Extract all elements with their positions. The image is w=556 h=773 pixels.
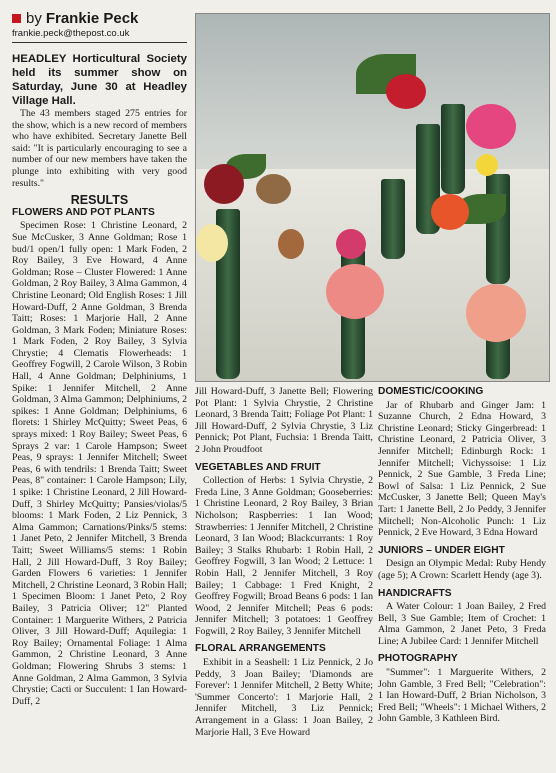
flower-show-photo: [195, 13, 550, 382]
veg-heading: VEGETABLES AND FRUIT: [195, 461, 321, 473]
author-email[interactable]: frankie.peck@thepost.co.uk: [12, 28, 130, 39]
column-1: [12, 52, 187, 707]
domestic-results: Jar of Rhubarb and Ginger Jam: 1 Suzanne Church, 2 Edna Howard, 3 Christine Leonard; Sticky Gingerbread: 1 Christine Leonard, 2 Patricia Oliver, 3 Jennifer Mitchell; Edinburgh Rock: 1 Jennifer Mitchell; Vichyssoise: 1 Liz Pennick, 2 Sue Gamble, 3 Freda Line; Bowl of Salsa: 1 Liz Pennick, 2 Sue McCusker, 3 Janette Bell; Queen May's Tart: 1 Janette Bell, 2 Jo Peddy, 3 Jennifer Mitchell; Non-Alcoholic Punch: 1 Liz Pennick, 2 Eve Howard, 3 Edna Howard: [378, 399, 546, 539]
byline-divider: [12, 42, 187, 43]
author-name: Frankie Peck: [45, 10, 139, 27]
photography-results: "Summer": 1 Marguerite Withers, 2 John Gamble, 3 Fred Bell; "Celebration": 1 Ian Howard-Duff, 2 Brian Nicholson, 3 Fred Bell; "Wheels": 1 Michael Withers, 2 John Gamble, 3 Kathleen Bird.: [378, 667, 546, 725]
handicrafts-results: A Water Colour: 1 Joan Bailey, 2 Fred Bell, 3 Sue Gamble; Item of Crochet: 1 Alma Gammon, 2 Janet Peto, 3 Freda Line; A Jubilee Card: 1 Jennifer Mitchell: [378, 601, 546, 647]
vase-icon: [381, 179, 405, 259]
terracotta-pot-icon: [278, 229, 304, 259]
vase-icon: [441, 104, 465, 194]
pot-plant-icon: [256, 174, 291, 204]
results-heading: RESULTS: [70, 193, 129, 208]
orange-rose-icon: [431, 194, 469, 230]
column-2: [195, 386, 373, 738]
flowers-results-continued: Jill Howard-Duff, 3 Janette Bell; Flowering Pot Plant: 1 Sylvia Chrystie, 2 Christine Leonard, 3 Brenda Taitt; Foliage Pot Plant: 1 Jill Howard-Duff, 2 Sylvia Chrystie, 3 Liz Pennick; Pot Plant, Fuchsia: 1 Brenda Taitt, 2 John Proudfoot: [195, 386, 373, 455]
vase-icon: [486, 174, 510, 284]
yellow-rose-icon: [196, 224, 228, 262]
flowers-heading: FLOWERS AND POT PLANTS: [12, 206, 155, 218]
juniors-heading: JUNIORS – UNDER EIGHT: [378, 544, 505, 556]
pink-rose-icon: [336, 229, 366, 259]
pink-rose-icon: [326, 264, 384, 319]
red-rose-icon: [204, 164, 244, 204]
juniors-results: Design an Olympic Medal: Ruby Hendy (age 5); A Crown: Scarlett Hendy (age 3).: [378, 558, 546, 581]
headline-lead: HEADLEY Horticultural Society held its summer show on Saturday, June 30 at Headley Village Hall.: [12, 53, 187, 107]
byline: [12, 10, 187, 39]
floral-heading: FLORAL ARRANGEMENTS: [195, 643, 326, 655]
yellow-rose-icon: [476, 154, 498, 176]
domestic-heading: DOMESTIC/COOKING: [378, 386, 484, 397]
handicrafts-heading: HANDICRAFTS: [378, 587, 452, 599]
by-label: by: [26, 10, 42, 27]
intro-paragraph: The 43 members staged 275 entries for the show, which is a new record of members who have exhibited. Secretary Janette Bell said: "It is particularly encouraging to see a number of our new members have taken the plunge into exhibiting with very good results.": [12, 108, 187, 189]
flowers-results: Specimen Rose: 1 Christine Leonard, 2 Sue McCusker, 3 Anne Goldman; Rose 1 bud/1 open/1 fully open: 1 Mark Foden, 2 Roy Bailey, 3 Eve Howard, 4 Anne Goldman; Rose – Cluster Flowered: 1 Anne Goldman, 2 Roy Bailey, 3 Alma Gammon, 4 Christine Leonard; Old English Roses: 1 Jill Howard-Duff, 2 Anne Goldman, 3 Brenda Taitt; Roses: 1 Marjorie Hall, 2 Anne Goldman, 3 Mark Foden; Miniature Roses: 1 Mark Foden, 2 Roy Bailey, 3 Sylvia Chrystie; 4 Clematis Flowerheads: 1 Geoffrey Fogwill, 2 Carole Wilson, 3 Robin Hall, 4 Anne Goldman; Delphiniums, 1 Spike: 1 Jennifer Mitchell, 2 Anne Goldman, 3 Alma Gammon; Delphiniums, 2 spikes: 1 Anne Goldman; Delphiniums, 6 florets: 1 Shirley McQuitty; Sweet Peas, 6 sprays mixed: 1 Roy Bailey; Sweet Peas, 6 Sprays 2 var: 1 Carole Hampson; Sweet Peas, 9 sprays: 1 Jennifer Mitchell; Sweet Peas, 6 with tendrils: 1 Brenda Taitt; Sweet Peas, 8" container: 1 Carole Hampson; Lily, 1 spike: 1 Christine Leonard, 2 Jill Howard-Duff, 3 Shirley McQuitty; Pansies/violas/5 blooms: 1 Mark Foden, 2 Liz Pennick, 3 Alma Gammon; Carnations/Pinks/5 stems: 1 Janet Peto, 2 Jennifer Mitchell, 3 Brenda Taitt; Sweet Williams/5 stems: 1 Robin Hall, 2 Jill Howard-Duff, 3 Roy Bailey; Garden Flowers 6 varieties: 1 Jennifer Mitchell, 2 Christine Leonard, 3 Robin Hall; 1 Specimen Bloom: 1 Janet Peto, 2 Roy Bailey, 3 Patricia Oliver; 12" Planted Container: 1 Marguerite Withers, 2 Patricia Oliver, 3 Jill Howard-Duff; Aquilegia: 1 Roy Bailey; Ornamental Foliage: 1 Alma Gammon, 2 Christine Leonard, 3 Anne Goldman; Flowering Shrubs 3 stems: 1 Anne Goldman, 2 Alma Gammon, 3 Sylvia Chrystie; Cacti or Succulent: 1 Ian Howard-Duff, 2: [12, 220, 187, 707]
photography-heading: PHOTOGRAPHY: [378, 653, 458, 665]
author-line: [12, 10, 187, 27]
column-3: [378, 386, 546, 725]
red-square-icon: [12, 14, 21, 23]
veg-results: Collection of Herbs: 1 Sylvia Chrystie, 2 Freda Line, 3 Anne Goldman; Gooseberries: 1 Christine Leonard, 2 Roy Bailey, 3 Brian Nicholson; Raspberries: 1 Ian Wood; Strawberries: 1 Jennifer Mitchell, 2 Christine Leonard, 3 Ian Wood; Blackcurrants: 1 Roy Bailey; 3 Stalks Rhubarb: 1 Robin Hall, 2 Geoffrey Fogwill, 3 Ian Wood; 2 Lettuce: 1 Robin Hall, 2 Jennifer Mitchell, 3 Roy Bailey; 1 Cabbage: 1 Fred Knight, 2 Geoffrey Fogwill; Broad Beans 6 pods: 1 Ian Wood, 2 Jennifer Mitchell; Peas 6 pods: Jennifer Mitchell; 3 potatoes: 1 Geoffrey Fogwill, 2 Roy Bailey, 3 Jennifer Mitchell: [195, 475, 373, 637]
pink-rose-icon: [466, 104, 516, 149]
red-rose-icon: [386, 74, 426, 109]
peach-rose-icon: [466, 284, 526, 342]
floral-results: Exhibit in a Seashell: 1 Liz Pennick, 2 Jo Peddy, 3 Joan Bailey; 'Diamonds are Forever': 1 Jennifer Mitchell, 2 Betty White; 'Summer Concerto': 1 Marjorie Hall, 2 Jennifer Mitchell, 3 Liz Pennick; Arrangement in a Glass: 1 Joan Bailey, 2 Marjorie Hall, 3 Eve Howard: [195, 657, 373, 738]
